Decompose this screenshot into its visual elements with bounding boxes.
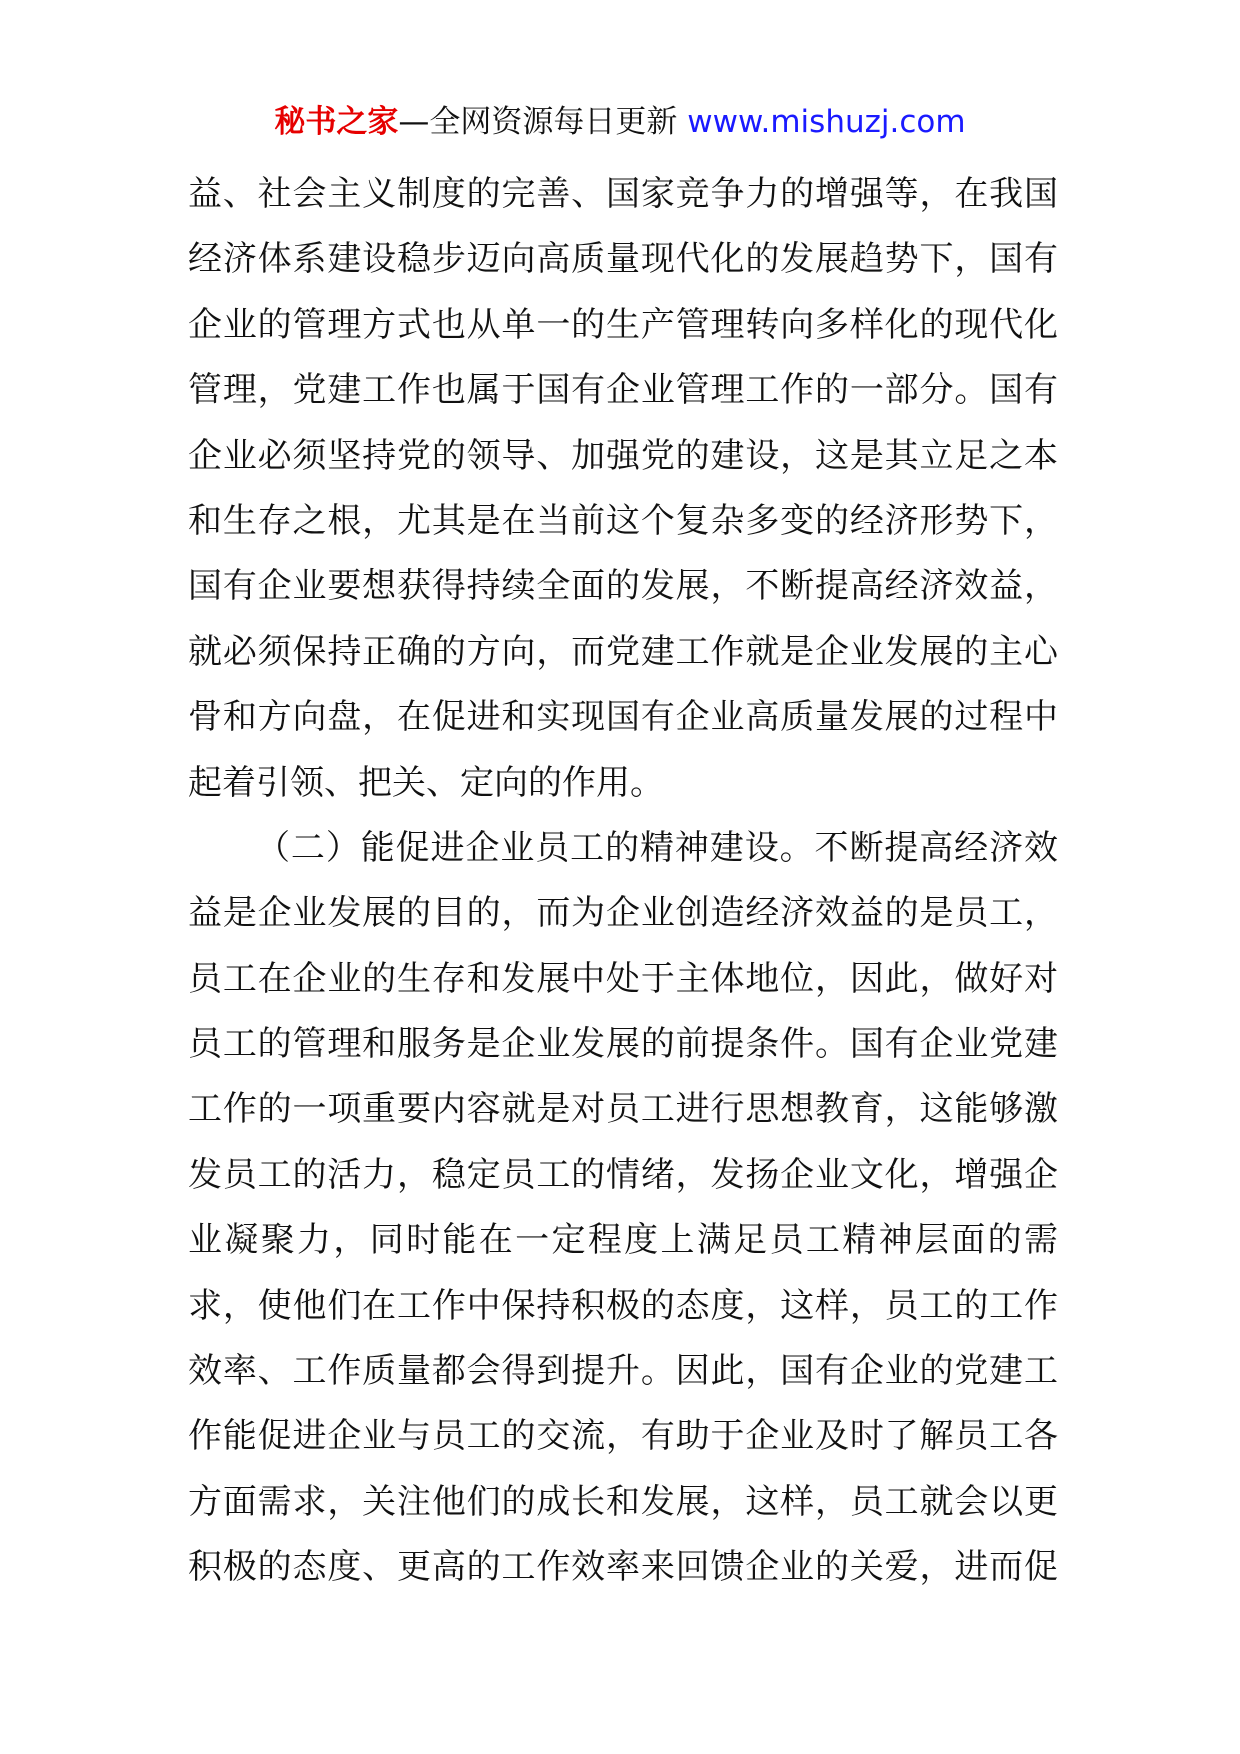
text-line: 员工在企业的生存和发展中处于主体地位，因此，做好对 — [188, 958, 1058, 999]
text-line: 益是企业发展的目的，而为企业创造经济效益的是员工， — [188, 893, 1058, 934]
page-header — [0, 100, 1240, 144]
text-line: 益、社会主义制度的完善、国家竞争力的增强等，在我国 — [188, 174, 1058, 214]
text-line: 企业必须坚持党的领导、加强党的建设，这是其立足之本 — [188, 435, 1058, 476]
text-line: 效率、工作质量都会得到提升。因此，国有企业的党建工 — [188, 1351, 1058, 1392]
text-line: 起着引领、把关、定向的作用。 — [188, 762, 664, 803]
text-line: 就必须保持正确的方向，而党建工作就是企业发展的主心 — [188, 631, 1058, 672]
text-line: 和生存之根，尤其是在当前这个复杂多变的经济形势下， — [188, 500, 1058, 541]
text-line: 求，使他们在工作中保持积极的态度，这样，员工的工作 — [188, 1285, 1058, 1326]
text-line: 国有企业要想获得持续全面的发展，不断提高经济效益， — [188, 566, 1058, 607]
text-line: 经济体系建设稳步迈向高质量现代化的发展趋势下，国有 — [188, 239, 1058, 280]
text-line: 业凝聚力，同时能在一定程度上满足员工精神层面的需 — [188, 1220, 1058, 1261]
document-body — [188, 162, 1058, 1601]
text-line: 方面需求，关注他们的成长和发展，这样，员工就会以更 — [188, 1481, 1058, 1522]
text-line: 作能促进企业与员工的交流，有助于企业及时了解员工各 — [188, 1416, 1058, 1457]
section-heading-line: （二）能促进企业员工的精神建设。不断提高经济效 — [256, 827, 1058, 868]
text-line: 员工的管理和服务是企业发展的前提条件。国有企业党建 — [188, 1024, 1058, 1065]
text-line: 企业的管理方式也从单一的生产管理转向多样化的现代化 — [188, 304, 1058, 345]
text-line: 管理，党建工作也属于国有企业管理工作的一部分。国有 — [188, 370, 1058, 411]
text-line: 骨和方向盘，在促进和实现国有企业高质量发展的过程中 — [188, 697, 1058, 738]
text-line: 发员工的活力，稳定员工的情绪，发扬企业文化，增强企 — [188, 1154, 1058, 1195]
site-url-link[interactable]: www.mishuzj.com — [687, 104, 966, 140]
brand-name: 秘书之家 — [274, 104, 399, 140]
header-tagline: —全网资源每日更新 — [398, 104, 688, 140]
text-line: 工作的一项重要内容就是对员工进行思想教育，这能够激 — [188, 1089, 1058, 1130]
text-line: 积极的态度、更高的工作效率来回馈企业的关爱，进而促 — [188, 1547, 1058, 1588]
